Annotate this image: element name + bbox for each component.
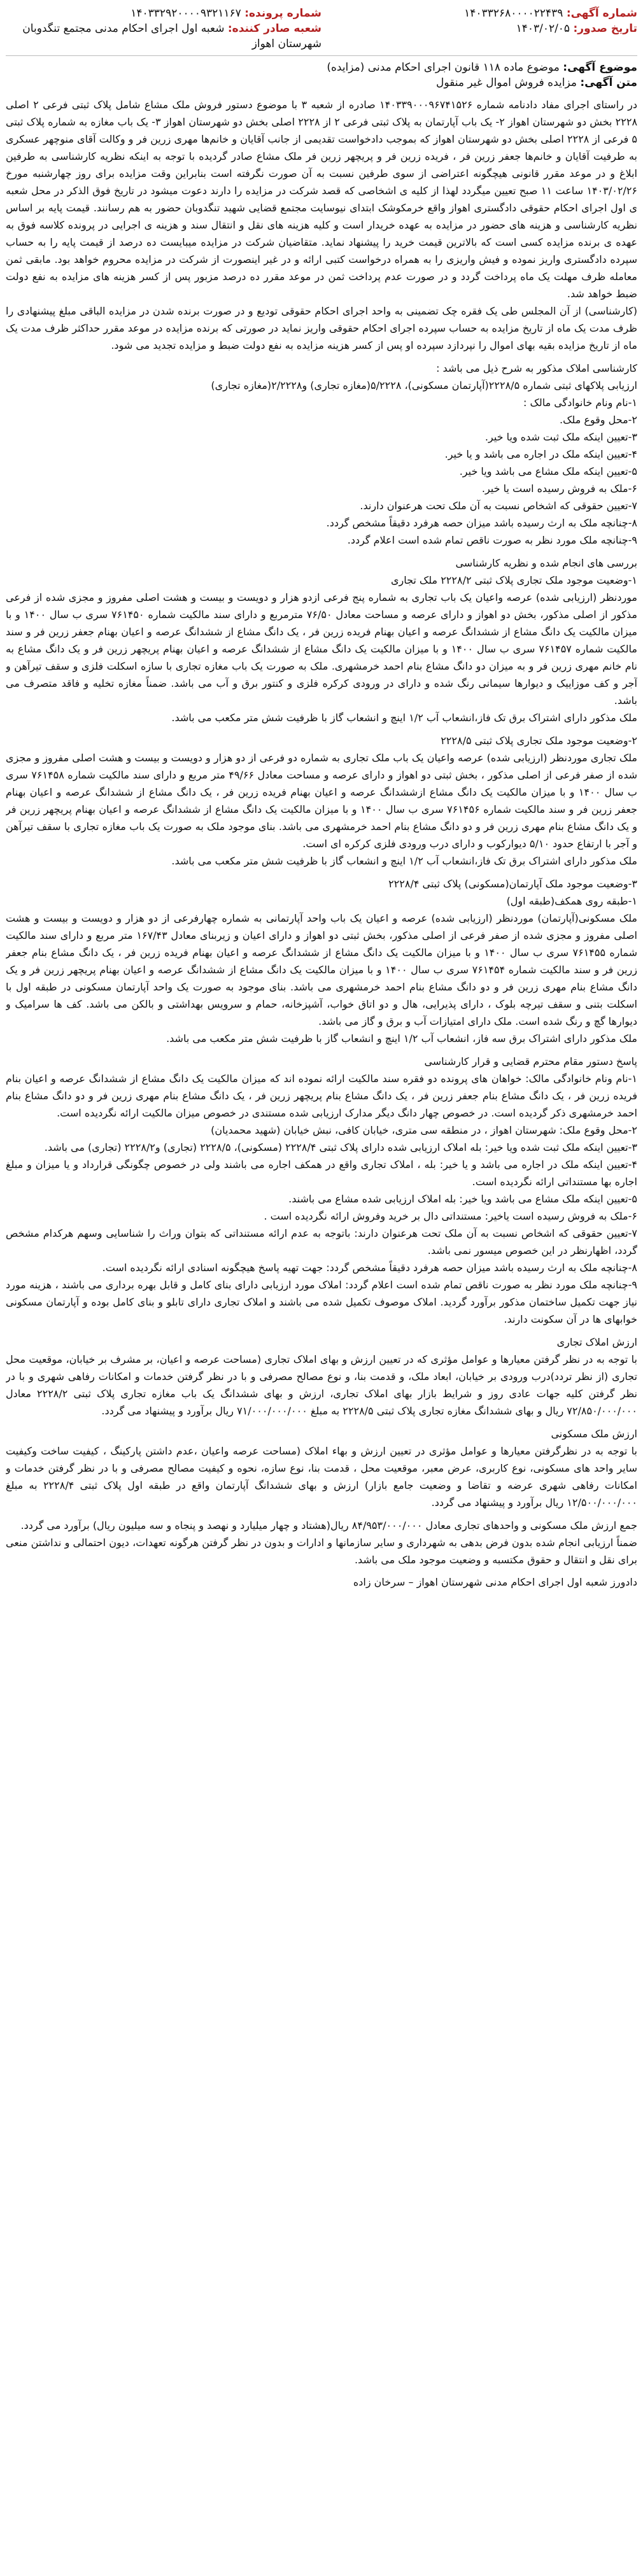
body-paragraph: ۲-محل وقوع ملک. xyxy=(559,414,637,426)
body-paragraph: ۲-وضعیت موجود ملک تجاری پلاک ثبتی ۲۲۲۸/۵ xyxy=(441,735,637,747)
body-paragraph: ۶-ملک به فروش رسیده است یاخیر: مستنداتی دال بر خرید وفروش ارائه نگردیده است . xyxy=(264,1210,637,1222)
body-paragraph: ارزیابی پلاکهای ثبتی شماره ۲۲۲۸/۵(آپارتمان مسکونی)، ۵/۲۲۲۸(مغازه تجاری) و۲/۲۲۲۸(مغازه تجاری) xyxy=(211,379,637,391)
body-paragraph: ضمناً ارزیابی انجام شده بدون فرض بدهی به شهرداری و سایر سازمانها و ادارات و بدون در نظر گرفتن هرگونه تعهدات، دیون احتمالی و نداشتن منعی برای نقل و انتقال و حقوق مکتسبه و وضعیت موجود ملک می باشد. xyxy=(6,1537,637,1566)
body-paragraph: ۷-تعیین حقوقی که اشخاص نسبت به آن ملک تحت هرعنوان دارند: باتوجه به عدم ارائه مستنداتی که بتوان وراث را شناسایی وسهم هرکدام مشخص گردد، اظهارنظر در این خصوص میسور نمی باشد. xyxy=(6,1227,637,1256)
body-paragraph: ۱-طبقه روی همکف(طبقه اول) xyxy=(506,895,637,907)
divider xyxy=(6,55,637,56)
notice-body xyxy=(6,96,637,1568)
body-paragraph: ملک تجاری موردنظر (ارزیابی شده) عرصه واعیان یک باب ملک تجاری به شماره دو فرعی از دو هزار و دویست و بیست و هشت اصلی مفروز و مجزی شده از صفر فرعی از اصلی مذکور ، بخش ثبتی دو اهواز و دارای عرصه و مساحت معادل ۴۹/۶۶ متر مربع و دارای سند مالکیت شماره ۷۶۱۴۵۸ سری ب سال ۱۴۰۰ و با میزان مالکیت یک دانگ مشاع ازششدانگ عرصه و اعیان بهنام فریده زرین فر ، یک دانگ مشاع از ششدانگ عرصه و اعیان بهنام جعفر زرین فر و سند مالکیت شماره ۷۶۱۴۵۶ سری ب سال ۱۴۰۰ و با میزان مالکیت یک دانگ مشاع از ششدانگ عرصه و اعیان بهنام پریچهر زرین فر و یک دانگ مشاع بنام مهری زرین فر و دو دانگ مشاع بنام احمد خرمشهری می باشد. بنای موجود ملک به صورت یک باب مغازه تجاری با سقف تیرآهن و آجر با ارتفاع حدود ۵/۱۰ دیوارکوب و دارای درب ورودی فلزی کرکره ای است. xyxy=(6,752,637,850)
body-paragraph: ملک مذکور دارای اشتراک برق تک فاز،انشعاب آب ۱/۲ اینچ و انشعاب گاز با ظرفیت شش متر مکعب می باشد. xyxy=(171,712,637,724)
body-paragraph: ۲-محل وقوع ملک: شهرستان اهواز ، در منطقه سی متری، خیابان کافی، نبش خیابان (شهید محمدیان) xyxy=(211,1124,637,1136)
notice-subject: موضوع آگهی: موضوع ماده ۱۱۸ قانون اجرای احکام مدنی (مزایده) xyxy=(327,61,637,74)
body-paragraph: ۳-تعیین اینکه ملک ثبت شده ویا خیر: بله املاک ارزیابی شده دارای پلاک ثبتی ۲۲۲۸/۴ (مسکونی)، ۲۲۲۸/۵ (تجاری) و۲۲۲۸/۲ (تجاری) می باشد. xyxy=(44,1141,637,1153)
body-paragraph: پاسخ دستور مقام محترم قضایی و قرار کارشناسی xyxy=(424,1055,637,1067)
issuing-branch: شعبه صادر کننده: شعبه اول اجرای احکام مدنی مجتمع تنگدوبان شهرستان اهواز xyxy=(22,22,322,50)
body-paragraph: ۱-نام ونام خانوادگی مالک : xyxy=(523,397,637,409)
body-paragraph: (کارشناسی) از آن المجلس طی یک فقره چک تضمینی به واحد اجرای احکام حقوقی تودیع و در صورت برنده شدن در مزایده الباقی مبلغ پیشنهادی را ظرف مدت یک ماه از تاریخ مزایده به حساب سپرده اجرای احکام حقوقی واریز نماید در صورتی که برنده مزایده در موعد مقرر حداکثر ظرف مدت یک ماه از تاریخ مزایده بقیه بهای اموال را نپردازد سپرده او پس از کسر هزینه مزایده به نفع دولت ضبط و مزایده تجدید می شود. xyxy=(6,305,637,351)
document-header xyxy=(6,6,637,52)
body-paragraph: ارزش ملک مسکونی xyxy=(551,1428,637,1440)
body-paragraph: ۱-وضعیت موجود ملک تجاری پلاک ثبتی ۲۲۲۸/۲ ملک تجاری xyxy=(390,574,637,586)
body-paragraph: ۶-ملک به فروش رسیده است یا خیر. xyxy=(481,482,637,495)
document-page xyxy=(6,6,637,2565)
body-paragraph: ۹-چنانچه ملک مورد نظر به صورت ناقص تمام شده است اعلام گردد: املاک مورد ارزیابی دارای بنای کامل و قابل بهره برداری می باشند ، هزینه مورد نیاز جهت تکمیل ساختمان مذکور برآورد گردید. املاک موصوف تکمیل شده می باشند و املاک تجاری دارای تابلو و بنای کامل بوده و آپارتمان مسکونی خوابهای ها در آن سکونت دارند. xyxy=(6,1279,637,1325)
body-paragraph: ۹-چنانچه ملک مورد نظر به صورت ناقص تمام شده است اعلام گردد. xyxy=(347,534,637,546)
body-paragraph: ۸-چنانچه ملک به ارث رسیده باشد میزان حصه هرفرد دقیقاً مشخص گردد. xyxy=(326,517,637,529)
notice-text-title: متن آگهی: مزایده فروش اموال غیر منقول xyxy=(436,76,637,89)
body-paragraph: ۴-تعیین اینکه ملک در اجاره می باشد و یا خیر: بله ، املاک تجاری واقع در همکف اجاره می باشند ولی در خصوص چگونگی قرارداد و یا میزان و مبلغ اجاره بها مستنداتی ارائه نگردیده است. xyxy=(6,1158,637,1188)
body-paragraph: ۷-تعیین حقوقی که اشخاص نسبت به آن ملک تحت هرعنوان دارند. xyxy=(360,500,637,512)
parvande-number: شماره پرونده: ۱۴۰۳۳۲۹۲۰۰۰۰۹۳۲۱۱۶۷ xyxy=(131,7,322,20)
body-paragraph: ۱-نام ونام خانوادگی مالک: خواهان های پرونده دو فقره سند مالکیت ارائه نموده اند که میزان مالکیت یک دانگ مشاع از ششدانگ عرصه و اعیان بنام فریده زرین فر ، یک دانگ مشاع بنام جعفر زرین فر ، یک دانگ مشاع بنام پریچهر زرین فر ، یک دانگ مشاع بنام مهری زرین فر و دو دانگ مشاع بنام احمد خرمشهری ذکر گردیده است. در خصوص چهار دانگ دیگر مدارک ارزیابی شده مستندی در خصوص میزان مالکیت ارائه نگردیده است. xyxy=(6,1073,637,1119)
signature-block xyxy=(6,1574,637,1591)
body-paragraph: ارزش املاک تجاری xyxy=(556,1336,637,1348)
issue-date: تاریخ صدور: ۱۴۰۳/۰۲/۰۵ xyxy=(516,22,637,35)
body-paragraph: با توجه به در نظر گرفتن معیارها و عوامل مؤثری که در تعیین ارزش و بهای املاک تجاری (مساحت عرصه و اعیان، بر مشرف بر خیابان، موقعیت محل تجاری (از نظر تردد)درب ورودی بر خیابان، ابعاد ملک، و قدمت بنا، و نوع مصالح مصرفی و با در نظر گرفتن خدمات و امکانات رفاهی شهری و با در نظر گرفتن کلیه جهات عادی روز و شرایط بازار بهای املاک تجاری، ارزش و بهای ششدانگ یک باب مغازه تجاری پلاک ثبتی ۲۲۲۸/۲ معادل ۷۲/۸۵۰/۰۰۰/۰۰۰ ریال و بهای ششدانگ مغازه تجاری پلاک ثبتی ۲۲۲۸/۵ به مبلغ ۷۱/۰۰۰/۰۰۰/۰۰۰ ریال برآورد و پیشنهاد می گردد. xyxy=(6,1353,637,1417)
signature-line: دادورز شعبه اول اجرای احکام مدنی شهرستان اهواز – سرخان زاده xyxy=(353,1576,637,1588)
body-paragraph: ۵-تعیین اینکه ملک مشاع می باشد ویا خیر. xyxy=(459,465,637,477)
body-paragraph: ۵-تعیین اینکه ملک مشاع می باشد ویا خیر: بله املاک ارزیابی شده مشاع می باشند. xyxy=(288,1193,637,1205)
body-paragraph: موردنظر (ارزیابی شده) عرصه واعیان یک باب تجاری به شماره پنج فرعی ازدو هزار و دویست و بیست و هشت اصلی مفروز و مجزی شده از فرعی مذکور از اصلی مذکور، بخش دو اهواز و دارای عرصه و مساحت معادل ۷۶/۵۰ مترمربع و دارای سند مالکیت شماره ۷۶۱۴۵۰ سری ب سال ۱۴۰۰ و با میزان مالکیت یک دانگ مشاع از ششدانگ عرصه و اعیان بهنام فریده زرین فر ، یک دانگ مشاع از ششدانگ عرصه و اعیان بهنام جعفر زرین فر و سند مالکیت شماره ۷۶۱۴۵۷ سری ب سال ۱۴۰۰ و با میزان مالکیت یک دانگ مشاع از ششدانگ عرصه و اعیان بهنام پریچهر زرین فر و یک دانگ مشاع به نام خانم مهری زرین فر و به میزان دو دانگ مشاع بنام احمد خرمشهری. ملک به صورت یک باب مغازه تجاری با سازه اسکلت فلزی و سقف تیرآهن و آجر و کف موزاییک و دیوارها سیمانی رنگ شده و دارای در ورودی کرکره فلزی و کنتور برق و آب می باشد. ضمناً مغازه تخلیه و فاقد متصرف می باشد. xyxy=(6,591,637,707)
body-paragraph: کارشناسی املاک مذکور به شرح ذیل می باشد : xyxy=(436,362,637,374)
body-paragraph: با توجه به در نظرگرفتن معیارها و عوامل مؤثری در تعیین ارزش و بهاء املاک (مساحت عرصه واعیان ،عدم داشتن پارکینگ ، کیفیت ساخت وکیفیت سایر واحد های مسکونی، نوع کاربری، عرض معبر، موقعیت محل ، قدمت بنا، نوع سازه، نحوه و کیفیت مصالح مصرفی و با در نظر گرفتن خدمات و امکانات رفاهی شهری عرضه و تقاضا و وضعیت جامع بازار) ارزش و بهای ششدانگ آپارتمان واقع در طبقه اول پلاک ثبتی ۲۲۲۸/۴ به مبلغ ۱۲/۵۰۰/۰۰۰/۰۰۰ ریال برآورد و پیشنهاد می گردد. xyxy=(6,1445,637,1509)
body-paragraph: بررسی های انجام شده و نظریه کارشناسی xyxy=(455,557,637,569)
body-paragraph: در راستای اجرای مفاد دادنامه شماره ۱۴۰۳۳۹۰۰۰۹۶۷۴۱۵۲۶ صادره از شعبه ۳ با موضوع دستور فروش ملک مشاع شامل پلاک ثبتی فرعی ۲ اصلی ۲۲۲۸ بخش دو شهرستان اهواز ۲- یک باب آپارتمان به پلاک ثبتی فرعی ۲ از ۲۲۲۸ اصلی بخش دو شهرستان اهواز ۳- یک باب مغازه به شماره پلاک ثبتی ۵ فرعی از ۲۲۲۸ اصلی بخش دو شهرستان اهواز که بموجب دادخواست تقدیمی از جانب آقایان و خانم‌ها مهری زرین فر و وکالت آقای منوچهر عسکری به طرفیت آقایان و خانم‌ها جعفر زرین فر ، فریده زرین فر و پریچهر زرین فر ملک مشاع صادر گردیده با توجه به اینکه نظریه کارشناسی به طرفین ابلاغ و در موعد مقرر قانونی هیچگونه اعتراضی از سوی طرفین نسبت به آن صورت نگرفته است بنابراین وقت مزایده برای روز چهارشنبه مورخ ۱۴۰۳/۰۲/۲۶ ساعت ۱۱ صبح تعیین میگردد لهذا از کلیه ی اشخاصی که قصد شرکت در مزایده را دارند دعوت میشود در تاریخ فوق الذکر در محل شعبه ی اول اجرای احکام حقوقی دادگستری اهواز واقع خرمکوشک ابتدای نیوسایت مجتمع قضایی شهید تنگدوبان حضور به هم رسانند. قیمت پایه بر اساس نظریه کارشناسی و هزینه های حضور در مزایده به عهده خریدار است و کلیه هزینه های نقل و انتقال سند و هزینه ی اجرایی در پرونده کلاسه فوق به عهده ی برنده مزایده کسی است که بالاترین قیمت خرید را پیشنهاد نماید. متقاضیان شرکت در مزایده میبایست ده درصد از قیمت پایه را به حساب سپرده دادگستری واریز نموده و فیش واریزی را به همراه درخواست کتبی ارائه و در غیر اینصورت از شرکت در مزایده محروم خواهد بود. مابقی ثمن معامله ظرف مهلت یک ماه پرداخت گردد و در صورت عدم پرداخت ثمن در موعد مقرر ده درصد مزبور پس از کسر هزینه های مزایده به نفع دولت ضبط خواهد شد. xyxy=(6,99,637,300)
body-paragraph: ۳-تعیین اینکه ملک ثبت شده ویا خیر. xyxy=(484,431,637,443)
body-paragraph: ۴-تعیین اینکه ملک در اجاره می باشد و یا خیر. xyxy=(444,448,637,460)
body-paragraph: ملک مسکونی(آپارتمان) موردنظر (ارزیابی شده) عرصه و اعیان یک باب واحد آپارتمانی به شماره چهارفرعی از دو هزار و دویست و بیست و هشت اصلی مفروز و مجزی شده از صفر فرعی از اصلی مذکور، بخش ثبتی دو اهواز و دارای اعیان و زیربنای معادل ۱۶۷/۴۳ متر مربع و دارای سند مالکیت شماره ۷۶۱۴۵۵ سری ب سال ۱۴۰۰ و با میزان مالکیت یک دانگ مشاع از ششدانگ عرصه و اعیان بهنام فریده زرین فر ، یک دانگ مشاع بنام جعفر زرین فر و سند مالکیت شماره ۷۶۱۴۵۴ سری ب سال ۱۴۰۰ و با میزان مالکیت یک دانگ مشاع از ششدانگ عرصه و اعیان بهنام پریچهر زرین فر و یک دانگ مشاع بنام مهری زرین فر و دو دانگ مشاع بنام احمد خرمشهری می باشد. بنای موجود به صورت یک واحد آپارتمان مسکونی در طبقه اول با اسکلت بتنی و سقف تیرچه بلوک ، دارای پذیرایی، هال و دو اتاق خواب، آشپزخانه، حمام و سرویس بهداشتی و بالکن می باشد. کف ها سرامیک و دیوارها گچ و رنگ شده است. ملک دارای امتیازات آب و برق و گاز می باشد. xyxy=(6,912,637,1027)
body-paragraph: ملک مذکور دارای اشتراک برق تک فاز،انشعاب آب ۱/۲ اینچ و انشعاب گاز با ظرفیت شش متر مکعب می باشد. xyxy=(171,855,637,867)
body-paragraph: ملک مذکور دارای اشتراک برق سه فاز، انشعاب آب ۱/۲ اینچ و انشعاب گاز با ظرفیت شش متر مکعب می باشد. xyxy=(166,1032,637,1045)
body-paragraph: ۳-وضعیت موجود ملک آپارتمان(مسکونی) پلاک ثبتی ۲۲۲۸/۴ xyxy=(388,878,637,890)
agahi-number: شماره آگهی: ۱۴۰۳۳۲۶۸۰۰۰۰۲۲۴۳۹ xyxy=(464,7,637,20)
body-paragraph: ۸-چنانچه ملک به ارث رسیده باشد میزان حصه هرفرد دقیقاً مشخص گردد: جهت تهیه پاسخ هیچگونه اسنادی ارائه نگردیده است. xyxy=(102,1262,637,1274)
body-paragraph: جمع ارزش ملک مسکونی و واحدهای تجاری معادل ۸۴/۹۵۳/۰۰۰/۰۰۰ ریال(هشتاد و چهار میلیارد و نهصد و پنجاه و سه میلیون ریال) برآورد می گردد. xyxy=(20,1519,637,1531)
